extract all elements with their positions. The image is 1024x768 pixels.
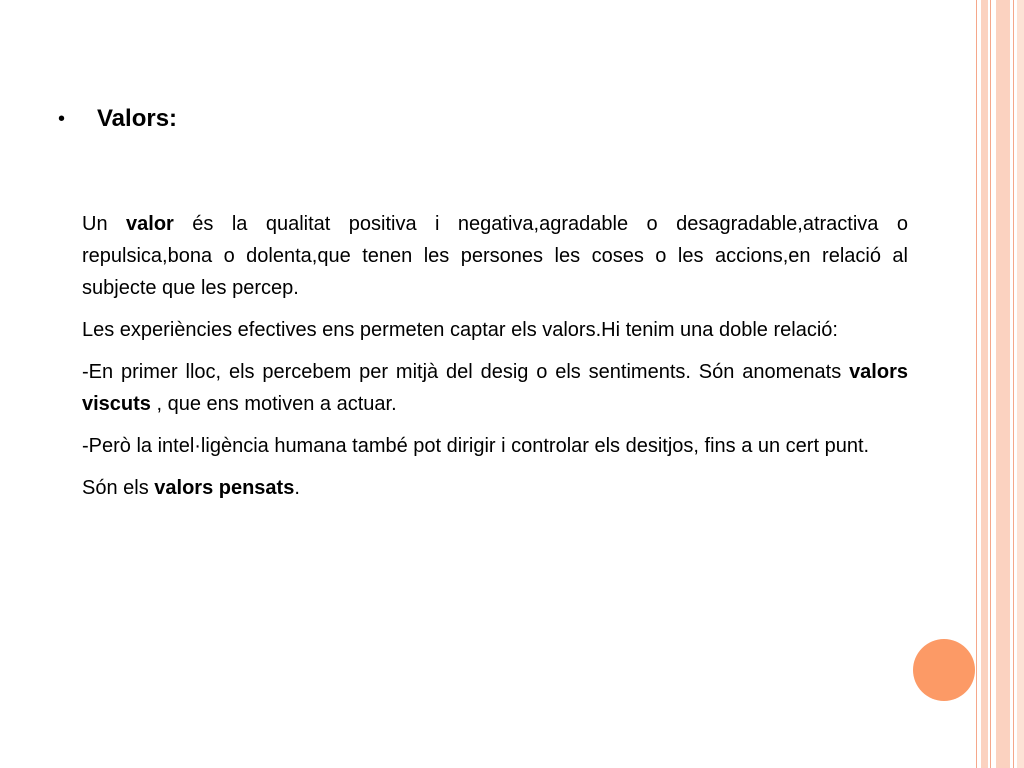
bold-term-valors-pensats: valors pensats <box>154 477 295 499</box>
text-run: és la qualitat positiva i negativa,agradable o desagradable,atractiva o repulsica,bona o dolenta,que tenen les persones les coses o les accions,en relació al subjecte que les percep. <box>82 213 908 299</box>
decorative-stripe <box>996 0 1010 768</box>
text-run: Un <box>82 213 127 235</box>
decorative-stripe <box>981 0 988 768</box>
decorative-stripe <box>1017 0 1024 768</box>
bold-term-valor: valor <box>126 213 174 235</box>
decorative-stripe <box>976 0 977 768</box>
text-run: , que ens motiven a actuar. <box>150 393 397 415</box>
bold-term-valors-viscuts: valors viscuts <box>82 361 908 415</box>
decorative-stripe <box>990 0 991 768</box>
heading-text: Valors: <box>97 105 178 132</box>
paragraph-first-place <box>82 356 908 420</box>
text-run: Són els <box>82 477 155 499</box>
paragraph-intelligence: -Però la intel·ligència humana també pot dirigir i controlar els desitjos, fins a un cert punt. <box>82 435 870 457</box>
decorative-stripe <box>1013 0 1014 768</box>
decorative-circle <box>913 639 975 701</box>
slide-heading <box>58 105 177 133</box>
text-run: . <box>294 477 300 499</box>
body-text <box>82 208 908 514</box>
paragraph-definition <box>82 208 908 304</box>
paragraph-experiences: Les experiències efectives ens permeten captar els valors.Hi tenim una doble relació: <box>82 319 838 341</box>
paragraph-valors-pensats <box>82 472 908 504</box>
bullet-icon: • <box>58 107 66 130</box>
text-run: -En primer lloc, els percebem per mitjà del desig o els sentiments. Són anomenats <box>82 361 850 383</box>
